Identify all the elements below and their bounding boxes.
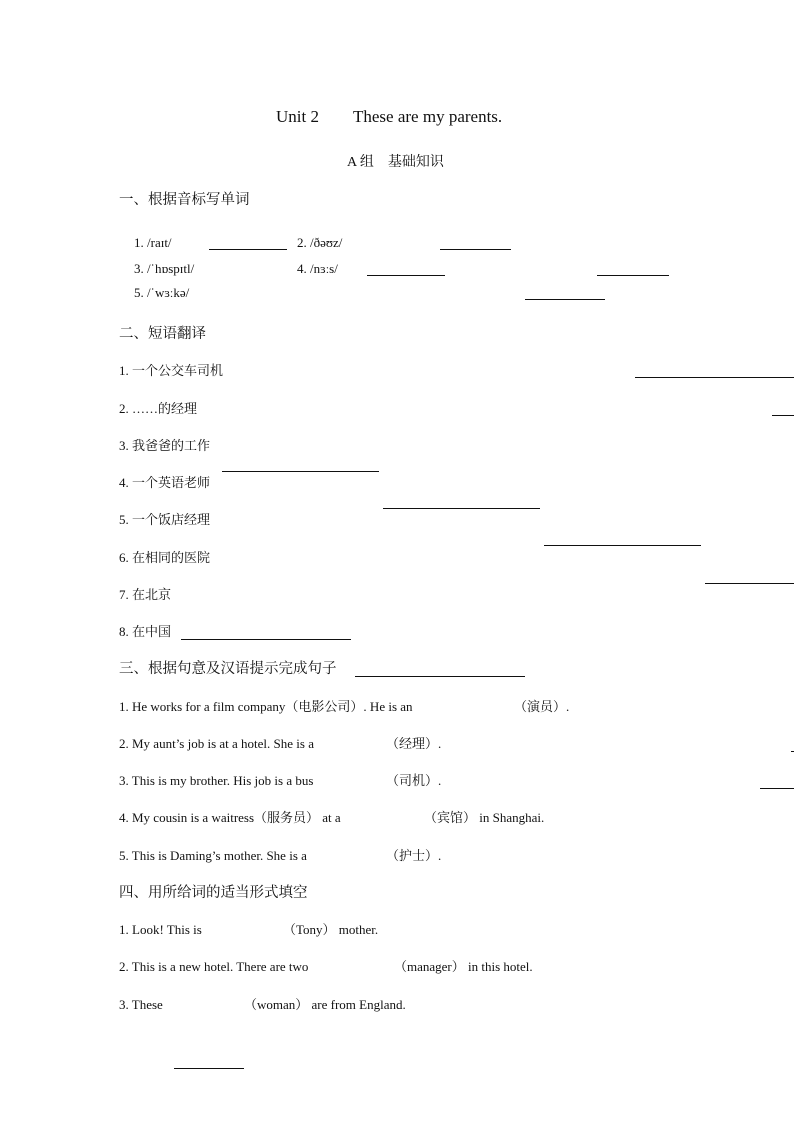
phonetic-1: 1. /raɪt/	[134, 235, 172, 250]
answer-blank[interactable]	[525, 286, 605, 300]
phrase-item-4	[119, 476, 210, 489]
phonetic-item-5	[134, 286, 189, 299]
fill-hint: （woman） are from England.	[244, 997, 406, 1012]
phonetic-5: 5. /ˈwɜːkə/	[134, 285, 190, 300]
answer-blank[interactable]	[209, 236, 287, 250]
sentence-item-1	[119, 700, 413, 713]
sentence-item-4	[119, 811, 341, 824]
phrase-text: 1. 一个公交车司机	[119, 363, 224, 378]
answer-blank[interactable]	[367, 262, 445, 276]
phonetic-item-2	[297, 236, 342, 249]
sentence-text: 1. He works for a film company（电影公司）. He is an	[119, 699, 413, 714]
phonetic-item-4	[297, 262, 338, 275]
answer-blank[interactable]	[440, 236, 511, 250]
phonetic-3: 3. /ˈhɒspɪtl/	[134, 261, 195, 276]
answer-blank[interactable]	[760, 775, 794, 789]
phrase-text: 2. ……的经理	[119, 401, 198, 416]
sentence-item-3	[119, 774, 313, 787]
phrase-text: 5. 一个饭店经理	[119, 512, 211, 527]
sentence-text: 4. My cousin is a waitress（服务员） at a	[119, 810, 341, 825]
section-1-heading: 一、根据音标写单词	[119, 192, 250, 208]
phrase-item-6	[119, 551, 210, 564]
unit-label: Unit 2	[276, 107, 319, 126]
phrase-item-1	[119, 364, 223, 377]
sentence-hint: （司机）.	[386, 773, 442, 788]
sentence-item-2	[119, 737, 314, 750]
phrase-item-2	[119, 402, 197, 415]
sentence-text: 5. This is Daming’s mother. She is a	[119, 848, 307, 863]
answer-blank[interactable]	[544, 532, 701, 546]
fill-item-3	[119, 998, 163, 1011]
answer-blank[interactable]	[597, 262, 669, 276]
fill-text: 2. This is a new hotel. There are two	[119, 959, 309, 974]
answer-blank[interactable]	[355, 663, 525, 677]
sentence-hint: （护士）.	[386, 848, 442, 863]
phonetic-4: 4. /nɜːs/	[297, 261, 338, 276]
phrase-text: 3. 我爸爸的工作	[119, 438, 211, 453]
phonetic-item-1	[134, 236, 172, 249]
section-3-heading: 三、根据句意及汉语提示完成句子	[119, 661, 337, 677]
sentence-text: 2. My aunt’s job is at a hotel. She is a	[119, 736, 314, 751]
phrase-item-3	[119, 439, 210, 452]
phrase-text: 4. 一个英语老师	[119, 475, 211, 490]
phrase-item-5	[119, 513, 210, 526]
phrase-text: 8. 在中国	[119, 624, 172, 639]
fill-item-2	[119, 960, 308, 973]
fill-hint: （manager） in this hotel.	[394, 959, 533, 974]
page-title: These are my parents.	[353, 107, 503, 126]
fill-text: 1. Look! This is	[119, 922, 202, 937]
answer-blank[interactable]	[383, 495, 540, 509]
phrase-item-8	[119, 625, 171, 638]
section-2-heading: 二、短语翻译	[119, 326, 206, 342]
phonetic-2: 2. /ðəʊz/	[297, 235, 343, 250]
answer-blank[interactable]	[772, 402, 794, 416]
answer-blank[interactable]	[181, 626, 351, 640]
answer-blank[interactable]	[705, 570, 794, 584]
fill-text: 3. These	[119, 997, 163, 1012]
sentence-hint: （宾馆） in Shanghai.	[424, 810, 545, 825]
sentence-item-5	[119, 849, 307, 862]
answer-blank[interactable]	[174, 1055, 244, 1069]
answer-blank[interactable]	[635, 364, 794, 378]
phrase-item-7	[119, 588, 171, 601]
phonetic-item-3	[134, 262, 194, 275]
group-label: A 组 基础知识	[347, 155, 444, 170]
phrase-text: 7. 在北京	[119, 587, 172, 602]
fill-hint: （Tony） mother.	[283, 922, 379, 937]
sentence-text: 3. This is my brother. His job is a bus	[119, 773, 314, 788]
fill-item-1	[119, 923, 202, 936]
answer-blank[interactable]	[222, 458, 379, 472]
phrase-text: 6. 在相同的医院	[119, 550, 211, 565]
sentence-hint: （演员）.	[514, 699, 570, 714]
section-4-heading: 四、用所给词的适当形式填空	[119, 885, 308, 901]
sentence-hint: （经理）.	[386, 736, 442, 751]
